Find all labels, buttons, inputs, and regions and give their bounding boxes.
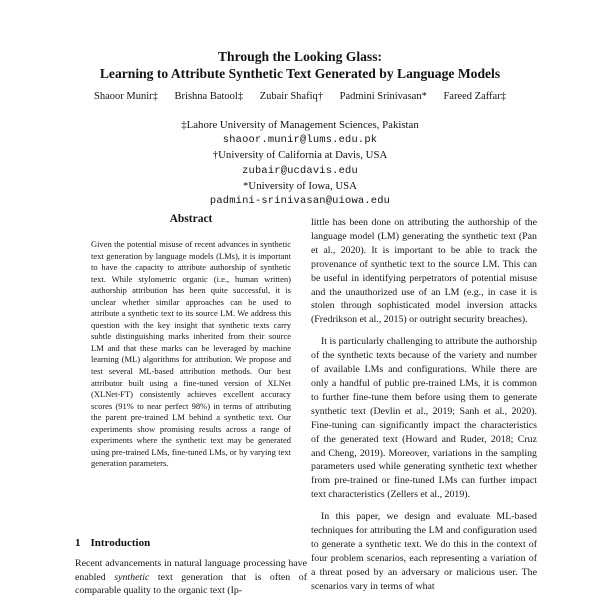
title-line-2: Learning to Attribute Synthetic Text Generated by Language Models: [99, 66, 501, 81]
abstract-heading: Abstract: [169, 213, 213, 225]
body-paragraph-1: little has been done on attributing the authorship of the language model (LM) generating the synthetic text (Pan et al., 2020). It is important to be able to track the provenance of synthetic text to the source LM. This can be useful in identifying perpetrators of potential misuse and the unauthorized use of an LM (e.g., in case it is stolen through sophisticated model inversion attacks (Fredrikson et al., 2015) or outright security breaches).: [311, 217, 537, 326]
author-name: Shaoor Munir‡: [94, 91, 158, 102]
affiliation-ucdavis: †University of California at Davis, USA: [212, 149, 388, 162]
author-list: [0, 90, 600, 103]
intro-text-start: Recent advancements in natural language processing have enabled: [75, 558, 307, 583]
title-line-1: Through the Looking Glass:: [217, 49, 383, 64]
intro-text-end: text generation that is often of comparable quality to the organic text (Ip-: [75, 571, 307, 597]
affiliation-iowa: *University of Iowa, USA: [243, 179, 357, 192]
paper-title: [0, 48, 600, 82]
author-name: Brishna Batool‡: [174, 91, 244, 102]
author-name: Zubair Shafiq†: [259, 91, 323, 102]
email-lums: shaoor.munir@lums.edu.pk: [222, 134, 378, 147]
intro-paragraph: [75, 557, 307, 598]
email-ucdavis: zubair@ucdavis.edu: [242, 164, 358, 177]
affiliation-lums: ‡Lahore University of Management Sciences, Pakistan: [181, 119, 419, 131]
author-name: Fareed Zaffar‡: [443, 91, 506, 102]
body-paragraph-2: It is particularly challenging to attribute the authorship of the synthetic texts because of the variety and number of available LMs and configurations. While there are only a handful of public pre-trained LMs, it is common to further fine-tune them before using them to generate synthetic text (Devlin et al., 2019; Sanh et al., 2020). Fine-tuning can significantly impact the characteristics of the generated text (Howard and Ruder, 2018; Cruz and Cheng, 2019). Moreover, variations in the sampling parameters used while generating synthetic text whether from pre-trained or fine-tuned LMs can further impact text characteristics (Zellers et al., 2019).: [311, 336, 537, 501]
abstract-text: Given the potential misuse of recent advances in synthetic text generation by language models (LMs), it is important to have the capacity to attribute authorship of synthetic text. While stylometric organic (i.e., human written) authorship attribution has been quite successful, it is unclear whether similar approaches can be used to attribute a synthetic text to its source LM. We address this question with the key insight that synthetic texts carry subtle distinguishing marks inherited from their source LM and that these marks can be leveraged by machine learning (ML) algorithms for attribution. We propose and test several ML-based attribution methods. Our best attributor built using a fine-tuned version of XLNet (XLNet-FT) consistently achieves excellent accuracy scores (91% to near perfect 98%) in terms of attributing the parent pre-trained LM behind a synthetic text. Our experiments show promising results across a range of experiments where the synthetic text may be generated using pre-trained LMs, fine-tuned LMs, or by varying text generation parameters.: [91, 239, 291, 469]
email-iowa: padmini-srinivasan@uiowa.edu: [209, 195, 391, 208]
affiliations: [0, 118, 600, 209]
author-name: Padmini Srinivasan*: [339, 91, 427, 102]
section-number: 1: [75, 537, 81, 549]
right-column: [311, 216, 537, 602]
section-heading: [75, 537, 150, 549]
intro-italic-word: synthetic: [114, 571, 150, 583]
section-title: Introduction: [90, 537, 151, 549]
body-paragraph-3: In this paper, we design and evaluate ML-based techniques for attributing the LM and configuration used to generate a synthetic text. We do this in the context of four problem scenarios, each representing a variation of a threat posed by an adversary or malicious user. The scenarios vary in terms of what: [311, 511, 537, 592]
